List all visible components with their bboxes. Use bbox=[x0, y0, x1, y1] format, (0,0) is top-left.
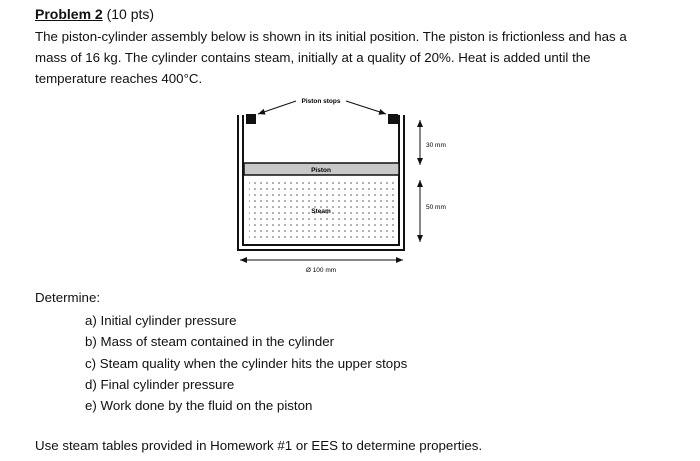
task-item: c) Steam quality when the cylinder hits the upper stops bbox=[85, 355, 408, 371]
description-line-1: The piston-cylinder assembly below is shown in its initial position. The piston is frictionless and has a bbox=[35, 29, 627, 44]
description-line-2: mass of 16 kg. The cylinder contains steam, initially at a quality of 20%. Heat is added until the bbox=[35, 50, 591, 65]
right-piston-stop bbox=[388, 114, 398, 124]
task-list bbox=[85, 310, 407, 416]
top-dimension-label: 30 mm bbox=[426, 142, 446, 149]
description-line-3: temperature reaches 400°C. bbox=[35, 71, 203, 86]
steam-label: Steam bbox=[311, 208, 331, 215]
task-item: b) Mass of steam contained in the cylinder bbox=[85, 334, 335, 350]
task-item: d) Final cylinder pressure bbox=[85, 376, 235, 392]
problem-points: (10 pts) bbox=[102, 6, 155, 22]
task-item: a) Initial cylinder pressure bbox=[85, 313, 237, 328]
left-piston-stop bbox=[246, 114, 256, 124]
stops-label: Piston stops bbox=[301, 98, 341, 105]
piston-label: Piston bbox=[311, 167, 331, 174]
determine-heading: Determine: bbox=[35, 290, 101, 305]
stops-arrow-right bbox=[346, 101, 386, 114]
problem-heading: Problem 2 bbox=[35, 6, 103, 22]
task-item: e) Work done by the fluid on the piston bbox=[85, 398, 313, 414]
stops-arrow-left bbox=[258, 101, 296, 114]
diameter-label: Ø 100 mm bbox=[305, 267, 337, 274]
bottom-dimension-label: 50 mm bbox=[426, 204, 446, 211]
footer-note: Use steam tables provided in Homework #1 or EES to determine properties. bbox=[35, 438, 483, 453]
